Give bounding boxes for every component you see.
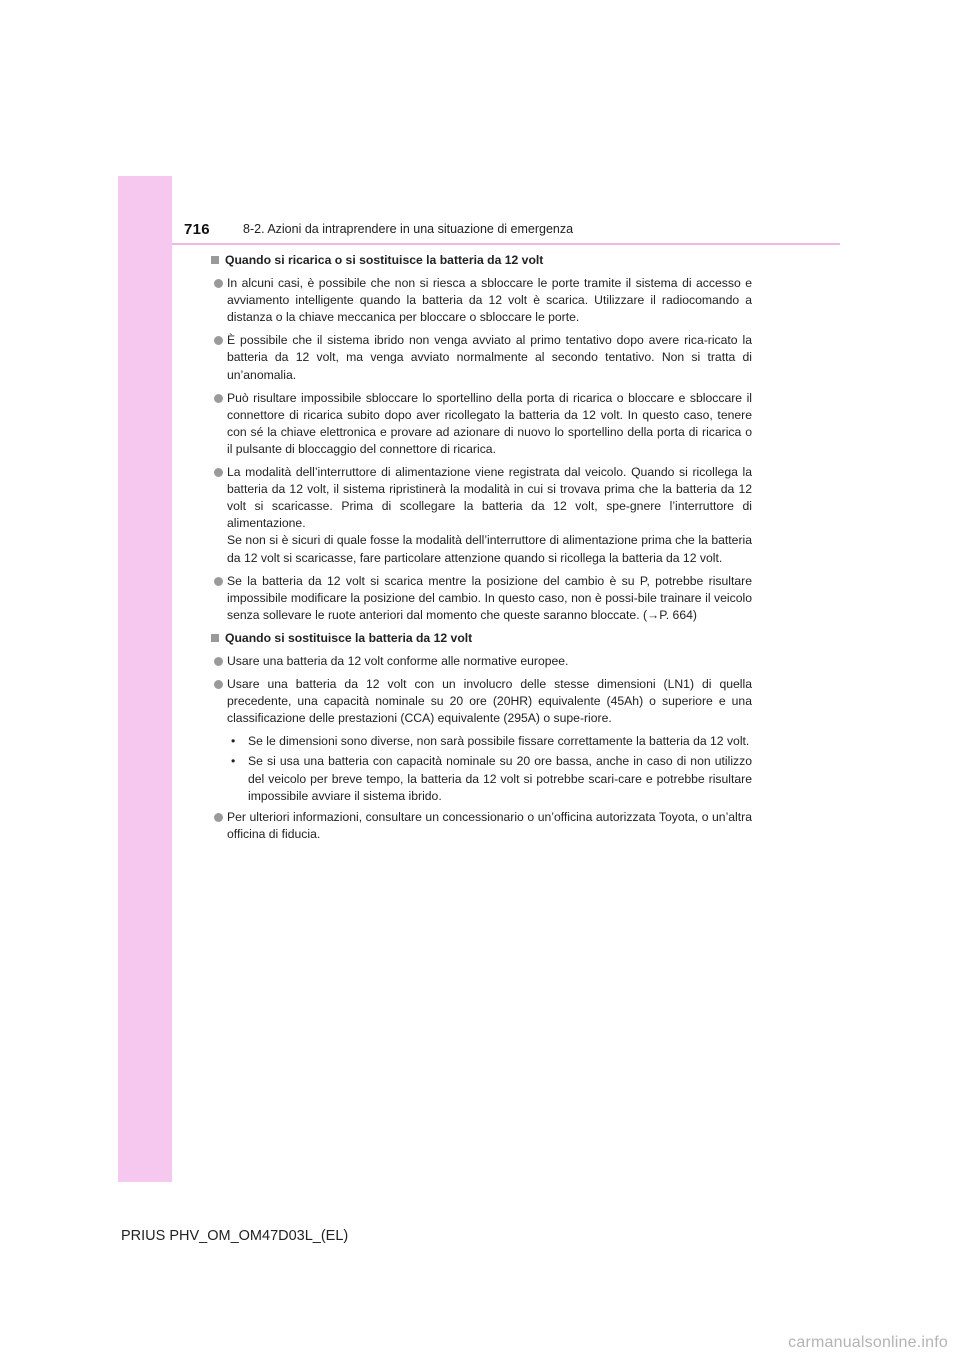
bullet-item — [211, 676, 752, 727]
sub-bullet-marker: • — [231, 754, 236, 769]
bullet-item — [211, 332, 752, 383]
watermark: carmanualsonline.info — [788, 1334, 948, 1351]
main-content — [211, 252, 752, 849]
bullet-item — [211, 464, 752, 567]
bullet-item — [211, 275, 752, 326]
section-heading — [211, 630, 752, 647]
bullet-text: Può risultare impossibile sbloccare lo sportellino della porta di ricarica o bloccare e sbloccare il connettore di ricarica subito dopo aver ricollegato la batteria da 12 volt. In questo caso, tenere con sé la chiave elettronica e provare ad azionare di nuovo lo sportellino della porta di ricarica o il pulsante di bloccaggio del connettore di ricarica. — [227, 390, 752, 456]
section-heading — [211, 252, 752, 269]
bullet-item — [211, 653, 752, 670]
circle-bullet-icon — [214, 813, 223, 822]
bullet-text: È possibile che il sistema ibrido non venga avviato al primo tentativo dopo avere rica-ricato la batteria da 12 volt, ma venga avviato normalmente al secondo tentativo. Non si tratta di un’anomalia. — [227, 333, 752, 382]
circle-bullet-icon — [214, 680, 223, 689]
bullet-text: In alcuni casi, è possibile che non si riesca a sbloccare le porte tramite il sistema di accesso e avviamento intelligente quando la batteria da 12 volt è scarica. Utilizzare il radiocomando a distanza o la chiave meccanica per bloccare o sbloccare le porte. — [227, 276, 752, 325]
page-number: 716 — [184, 221, 210, 238]
bullet-text: Usare una batteria da 12 volt con un involucro delle stesse dimensioni (LN1) di quella precedente, una capacità nominale su 20 ore (20HR) equivalente (45Ah) o superiore e una classificazione delle prestazioni (CCA) equivalente (295A) o supe-riore. — [227, 677, 752, 726]
circle-bullet-icon — [214, 279, 223, 288]
sub-list-item — [229, 733, 752, 750]
header-rule — [172, 243, 840, 245]
circle-bullet-icon — [214, 577, 223, 586]
document-id: PRIUS PHV_OM_OM47D03L_(EL) — [121, 1228, 349, 1244]
bullet-item — [211, 809, 752, 843]
circle-bullet-icon — [214, 468, 223, 477]
bullet-text: Usare una batteria da 12 volt conforme alle normative europee. — [227, 653, 569, 668]
bullet-text: La modalità dell’interruttore di alimentazione viene registrata dal veicolo. Quando si ricollega la batteria da 12 volt, il sistema ripristinerà la modalità in cui si trovava prima che la batteria da 12 volt si scaricasse. Prima di scollegare la batteria da 12 volt, spe-gnere l’interruttore di alimentazione. Se non si è sicuri di quale fosse la modalità dell’interruttore di alimentazione prima che la batteria da 12 volt si scaricasse, fare particolare attenzione quando si ricollega la batteria da 12 volt. — [227, 465, 752, 565]
bullet-item — [211, 390, 752, 458]
circle-bullet-icon — [214, 394, 223, 403]
sub-list-item — [229, 753, 752, 804]
circle-bullet-icon — [214, 657, 223, 666]
section-heading-text: Quando si sostituisce la batteria da 12 volt — [225, 630, 473, 645]
sub-list-text: Se le dimensioni sono diverse, non sarà possibile fissare correttamente la batteria da 12 volt. — [248, 734, 750, 749]
sub-list — [229, 733, 752, 804]
bullet-text: Se la batteria da 12 volt si scarica mentre la posizione del cambio è su P, potrebbe risultare impossibile modificare la posizione del cambio. In questo caso, non è possi-bile trainare il veicolo senza sollevare le ruote anteriori dal momento che queste saranno bloccate. (→P. 664) — [227, 573, 752, 622]
bullet-text: Per ulteriori informazioni, consultare un concessionario o un’officina autorizzata Toyota, o un’altra officina di fiducia. — [227, 809, 752, 841]
square-bullet-icon — [211, 256, 219, 264]
square-bullet-icon — [211, 634, 219, 642]
circle-bullet-icon — [214, 336, 223, 345]
bullet-item — [211, 573, 752, 624]
sub-bullet-marker: • — [231, 734, 236, 749]
sub-list-text: Se si usa una batteria con capacità nominale su 20 ore bassa, anche in caso di non utilizzo del veicolo per breve tempo, la batteria da 12 volt si potrebbe scari-care e potrebbe risultare impossibile avviare il sistema ibrido. — [248, 754, 752, 803]
section-title: 8-2. Azioni da intraprendere in una situazione di emergenza — [243, 222, 574, 236]
side-tab-band — [118, 176, 172, 1182]
section-heading-text: Quando si ricarica o si sostituisce la batteria da 12 volt — [225, 253, 544, 267]
